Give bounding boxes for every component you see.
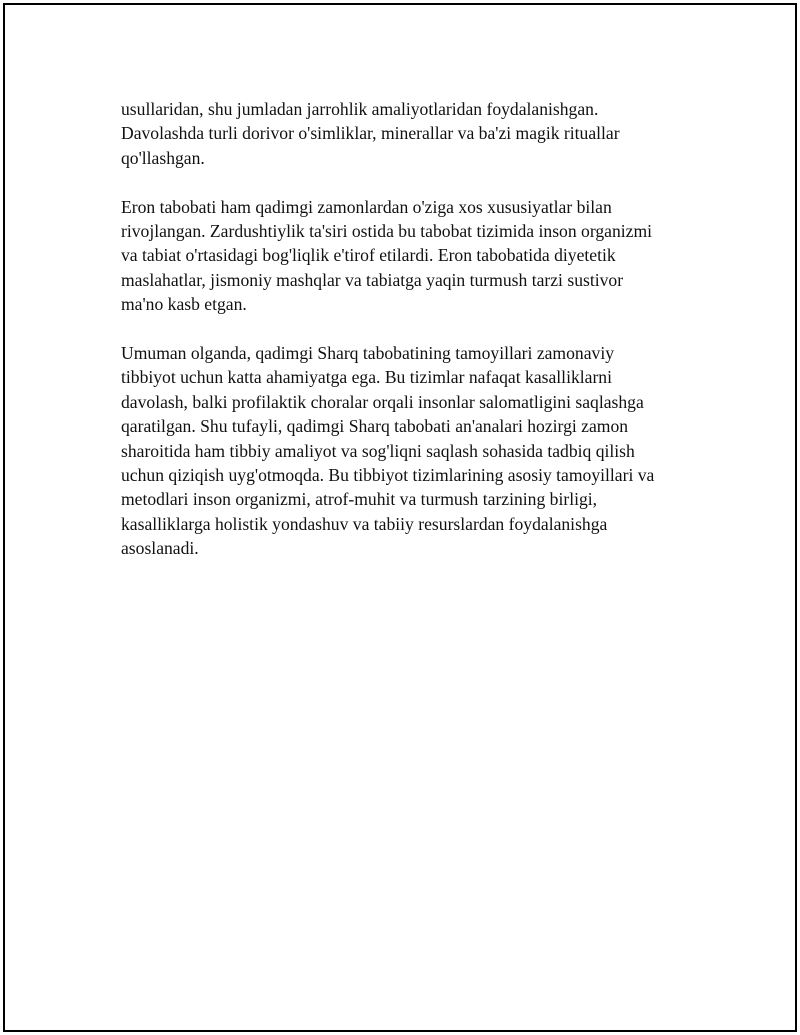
paragraph-2: Eron tabobati ham qadimgi zamonlardan o'ziga xos xususiyatlar bilan rivojlangan. Zardushtiylik ta'siri ostida bu tabobat tizimida inson organizmi va tabiat o'rtasidagi bog'liqlik e'tirof etilardi. Eron tabobatida diyetetik maslahatlar, jismoniy mashqlar va tabiatga yaqin turmush tarzi sustivor ma'no kasb etgan. [121,196,653,315]
paragraph-3: Umuman olganda, qadimgi Sharq tabobatining tamoyillari zamonaviy tibbiyot uchun katta ahamiyatga ega. Bu tizimlar nafaqat kasalliklarni davolash, balki profilaktik choralar orqali insonlar salomatligini saqlashga qaratilgan. Shu tufayli, qadimgi Sharq tabobati an'analari hozirgi zamon sharoitida ham tibbiy amaliyot va sog'liqni saqlash sohasida tadbiq qilish uchun qiziqish uyg'otmoqda. Bu tibbiyot tizimlarining asosiy tamoyillari va metodlari inson organizmi, atrof-muhit va turmush tarzining birligi, kasalliklarga holistik yondashuv va tabiiy resurslardan foydalanishga asoslanadi. [121,343,655,559]
page-frame [3,3,797,1032]
document-body [121,97,691,585]
paragraph-1: usullaridan, shu jumladan jarrohlik amaliyotlaridan foydalanishgan. Davolashda turli dorivor o'simliklar, minerallar va ba'zi magik rituallar qo'llashgan. [121,99,620,168]
